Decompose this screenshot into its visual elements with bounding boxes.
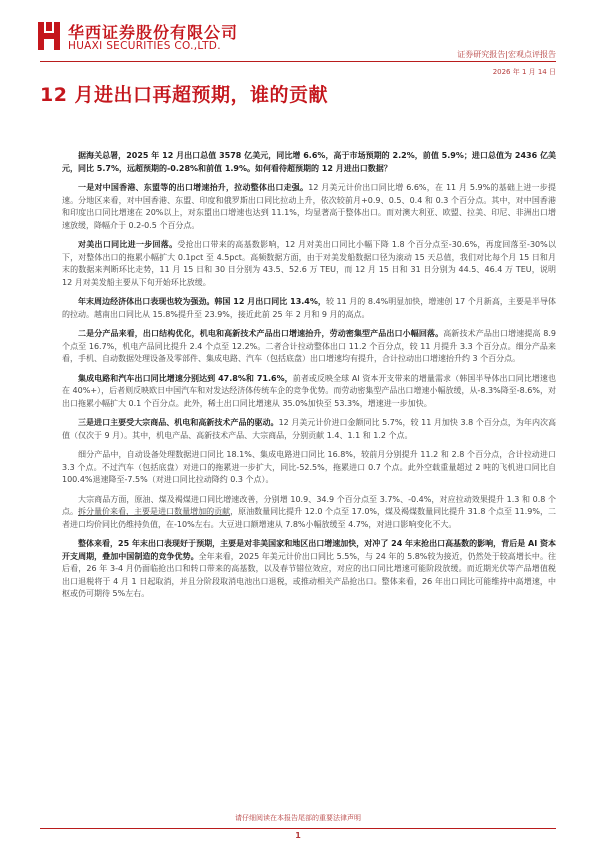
body-paragraph [62,182,556,232]
paragraph-text: 前者或反映全球 AI 资本开支带来的增量需求（韩国半导体出口同比增速也在 40%+），后者则反映欧日中国汽车和对发达经济体传统车企的竞争优势。而劳动密集型产品出口增速小幅放缓，从-8.3%降至-8.6%，对出口拖累小幅扩大 0.1 个百分点。此外，稀土出口同比增速从 35.0%加快至 53.3%，增速进一步加快。 [62,373,556,408]
header-divider [40,61,556,62]
brand-name-en: HUAXI SECURITIES CO.,LTD. [68,40,221,52]
body-paragraph [62,538,556,601]
legal-disclaimer-link[interactable]: 请仔细阅读在本报告尾部的重要法律声明 [235,814,361,822]
report-body [62,150,556,608]
paragraph-lead: 据海关总署，2025 年 12 月出口总值 3578 亿美元，同比增 6.6%，高于市场预期的 2.2%，前值 5.9%；进口总值为 2436 亿美元，同比 5.7%，远超预期的-0.28%和前值 1.9%。如何看待超预期的 12 月进出口数据？ [62,151,556,173]
body-paragraph [62,296,556,321]
body-paragraph [62,239,556,289]
body-paragraph [62,449,556,487]
paragraph-lead: 一是对中国香港、东盟等的出口增速抬升，拉动整体出口走强。 [78,183,309,192]
paragraph-lead: 二是分产品来看，出口结构优化，机电和高新技术产品出口增速抬升，劳动密集型产品出口小幅回落。 [78,329,444,338]
report-type: 证券研究报告|宏观点评报告 [457,50,556,59]
body-paragraph [62,328,556,366]
paragraph-text: 12 月美元计价进口金额同比 5.7%，较 11 月加快 3.8 个百分点，为年内次高值（仅次于 9 月）。其中，机电产品、高新技术产品、大宗商品，分别贡献 1.4、1.1 和 1.2 个点。 [62,418,557,440]
page-number: 1 [295,831,301,840]
paragraph-text: 较 11 月的 8.4%明显加快，增速创 17 个月新高，主要是半导体的拉动。越南出口同比从 15.8%提升至 23.9%，接近此前 25 年 2 月和 9 月的高点。 [62,297,556,319]
brand-name-cn: 华西证券股份有限公司 [68,23,239,42]
paragraph-text: 12 月美元计价出口同比增 6.6%，在 11 月 5.9%的基础上进一步提速。分地区来看，对中国香港、东盟、印度和俄罗斯出口同比拉动上升，依次较前月+0.9、0.5、0.4 和 0.3 个百分点。其中，对中国香港和印度出口同比增速在 20%以上，对东盟出口增速也达到 11.1%，均显著高于整体出口。而对澳大利亚、欧盟、拉美、印尼、非洲出口增速放缓，降幅介于 0.2-0.5 个百分点。 [62,183,556,230]
footer-divider [40,828,556,829]
body-paragraph [62,150,556,175]
huaxi-logo-icon [38,22,60,50]
paragraph-lead: 整体来看，25 年末出口表现好于预期，主要是对非美国家和地区出口增速加快，对冲了 24 年末抢出口高基数的影响，背后是 AI 资本开支周期，叠加中国制造的竞争优势。 [62,539,556,561]
body-paragraph [62,494,556,532]
paragraph-lead: 对美出口同比进一步回落。 [78,240,178,249]
report-date: 2026 年 1 月 14 日 [492,68,556,76]
body-paragraph [62,417,556,442]
paragraph-text: 高新技术产品出口增速提高 8.9 个点至 16.7%，机电产品同比提升 2.4 个点至 12.2%。二者合计拉动整体出口 11.2 个百分点，较 11 月提升 3.3 个百分点。细分产品来看，手机、自动数据处理设备及零部件、集成电路、汽车（包括底盘）出口增速均有提升，合计拉动出口增速抬升约 3 个百分点。 [62,329,557,363]
paragraph-text: 全年来看，2025 年美元计价出口同比 5.5%，与 24 年的 5.8%较为接近，仍然处于较高增长中。往后看，26 年 3-4 月仍面临抢出口和转口带来的高基数，以及春节错位效应，对应的出口同比增速可能阶段放缓。而近期光伏等产品增值税出口退税将于 4 月 1 日起取消，并且分阶段取消电池出口退税，或推动相关产品抢出口。整体来看，26 年出口同比可能维持中高增速，中枢或仍可期待 5%左右。 [62,551,556,598]
paragraph-lead: 三是进口主要受大宗商品、机电和高新技术产品的驱动。 [78,418,279,427]
paragraph-text: 受抢出口带来的高基数影响，12 月对美出口同比小幅下降 1.8 个百分点至-30.6%，再度回落至-30%以下，对整体出口的拖累小幅扩大 0.1pct 至 4.5pct。高频数据方面，由于对美发船数据口径为滚动 15 天总值，我们对比每个月 15 日和月末的数据来判断环比走势，11 月 15 日和 30 日分别为 43.5、52.6 万 TEU，而 12 月 15 日和 31 日分别为 44.5、46.4 万 TEU，说明 12 月对美发船主要从下旬开始环比放缓。 [62,240,557,287]
body-paragraph [62,373,556,411]
paragraph-lead: 集成电路和汽车出口同比增速分别达到 47.8%和 71.6%， [78,373,293,383]
page-title: 12 月进出口再超预期，谁的贡献 [40,84,329,106]
paragraph-text: 大宗商品方面，原油、煤及褐煤进口同比增速改善，分别增 10.9、34.9 个百分点至 3.7%、-0.4%，对应拉动效果提升 1.3 和 0.8 个点。拆分量价来看，主要是进口数量增加的贡献，原油数量同比提升 12.0 个点至 17.0%，煤及褐煤数量同比提升 31.8 个点至 11.9%，二者进口均价同比仍维持负值，在-10%左右。大豆进口额增速从 7.8%小幅放缓至 4.7%，对进口影响变化不大。 [62,494,556,529]
paragraph-text: 细分产品中，自动设备处理数据进口同比 18.1%、集成电路进口同比 16.8%，较前月分别提升 11.2 和 2.8 个百分点，合计拉动进口 3.3 个点。不过汽车（包括底盘）对进口的拖累进一步扩大，同比-52.5%，拖累进口 0.7 个点。此外空载重量超过 2 吨的飞机进口同比自 100.4%退速降至-7.5%（对进口同比拉动降约 0.3 个点）。 [62,450,556,484]
paragraph-lead: 年末周边经济体出口表现也较为强劲。韩国 12 月出口同比 13.4%， [78,297,326,306]
